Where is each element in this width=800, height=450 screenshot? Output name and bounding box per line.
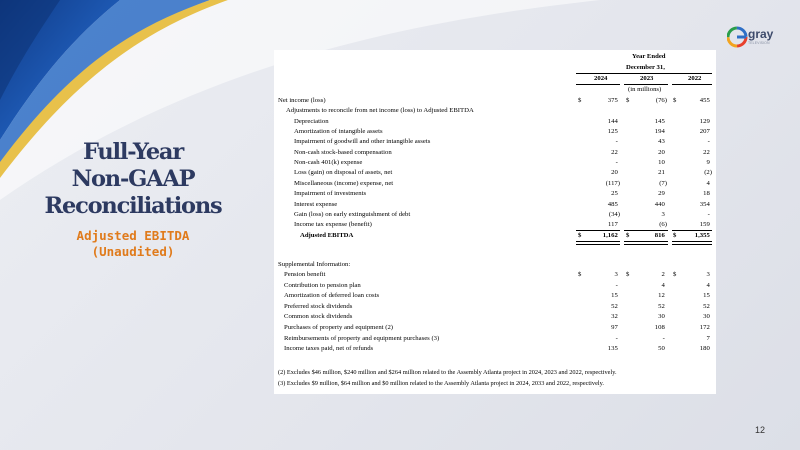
header-year-ended: Year Ended (632, 53, 666, 60)
table-row (274, 270, 716, 280)
row-label: Adjustments to reconcile from net income (loss) to Adjusted EBITDA (286, 107, 474, 115)
page-number: 12 (755, 425, 766, 435)
dollar-sign: $ (673, 231, 677, 239)
row-value: 4 (706, 179, 710, 187)
row-value: - (662, 334, 665, 342)
table-row (274, 148, 716, 158)
row-value: 172 (699, 324, 710, 331)
table-row (274, 302, 716, 312)
row-value: 32 (611, 313, 618, 321)
row-value: (6) (659, 221, 667, 229)
year-2023: 2023 (640, 75, 654, 82)
row-value: 18 (703, 190, 710, 198)
row-value: 117 (608, 221, 618, 229)
row-label: Interest expense (294, 200, 338, 208)
dollar-sign: $ (578, 271, 582, 278)
row-label: Amortization of intangible assets (294, 128, 383, 136)
row-value: 20 (658, 148, 665, 156)
slide-title (22, 139, 244, 220)
row-label: Income tax expense (benefit) (294, 221, 372, 229)
logo-text: gray (748, 27, 774, 41)
total-underline (672, 230, 712, 231)
row-label: Loss (gain) on disposal of assets, net (294, 169, 393, 177)
logo-subtext: TELEVISION (748, 41, 770, 45)
row-label: Pension benefit (284, 271, 326, 278)
slide-subtitle (30, 228, 236, 260)
table-row (274, 334, 716, 344)
table-row (274, 137, 716, 147)
table-row (274, 179, 716, 189)
row-value: 52 (658, 302, 665, 310)
row-label: Non-cash 401(k) expense (294, 159, 363, 167)
row-label: Amortization of deferred loan costs (284, 292, 380, 300)
row-value: 3 (706, 271, 710, 278)
title-line: Non-GAAP (71, 166, 195, 192)
row-value: 15 (611, 292, 618, 300)
unit-label: (in millions) (628, 86, 662, 93)
row-value: 159 (699, 221, 710, 229)
table-row (274, 220, 716, 230)
row-value: 108 (654, 324, 665, 331)
table-row (274, 106, 716, 116)
row-value: 455 (699, 97, 710, 104)
row-value: 4 (706, 281, 710, 289)
row-value: - (615, 334, 618, 342)
row-value: 135 (607, 345, 618, 353)
dollar-sign: $ (673, 97, 677, 104)
row-value: 12 (658, 292, 665, 300)
row-value: 21 (658, 169, 665, 177)
row-value: 25 (611, 190, 618, 198)
row-value: 7 (706, 334, 710, 342)
row-value: 3 (614, 271, 618, 278)
row-value: (34) (608, 210, 620, 218)
row-label: Impairment of investments (294, 190, 367, 198)
row-value: 22 (703, 148, 710, 156)
row-value: 20 (611, 169, 618, 177)
year-2024: 2024 (594, 75, 608, 82)
row-value: 50 (658, 345, 665, 353)
total-underline (624, 230, 668, 231)
row-label: Impairment of goodwill and other intangible assets (294, 138, 431, 146)
row-value: 22 (611, 148, 618, 156)
header-december: December 31, (626, 64, 665, 71)
row-label: Preferred stock dividends (284, 302, 353, 310)
row-value: 97 (611, 324, 618, 331)
table-row (274, 127, 716, 137)
row-value: 9 (706, 159, 710, 167)
row-value: 3 (661, 210, 665, 218)
table-row (274, 344, 716, 354)
row-label: Purchases of property and equipment (2) (284, 324, 394, 331)
row-value: 30 (703, 313, 710, 321)
table-row (274, 117, 716, 127)
subtitle-line: (Unaudited) (91, 244, 175, 259)
table-row (274, 158, 716, 168)
title-line: Full-Year (83, 139, 183, 165)
row-value: 29 (658, 190, 665, 198)
row-value: 52 (611, 302, 618, 310)
row-value: 440 (654, 200, 665, 208)
row-value: 2 (661, 271, 665, 278)
row-value: 485 (607, 200, 618, 208)
row-label: Income taxes paid, net of refunds (284, 345, 374, 353)
footnote: (3) Excludes $9 million, $64 million and $0 million related to the Assembly Atlanta project in 2024, 2033 and 2022, respectively. (278, 380, 604, 387)
table-row (274, 281, 716, 291)
row-value: 375 (607, 97, 618, 104)
row-label: Net income (loss) (278, 97, 326, 104)
row-label: Miscellaneous (income) expense, net (294, 179, 394, 187)
row-value: 145 (654, 117, 665, 125)
row-label: Reimbursements of property and equipment purchases (3) (284, 334, 440, 342)
dollar-sign: $ (626, 271, 630, 278)
financial-table-document (274, 50, 716, 394)
row-value: - (615, 159, 618, 167)
row-label: Common stock dividends (284, 313, 353, 321)
row-value: (7) (659, 179, 667, 187)
table-row (274, 291, 716, 301)
row-value: 194 (654, 128, 665, 136)
row-value: 125 (607, 128, 618, 136)
title-line: Reconciliations (44, 193, 222, 219)
row-value: 30 (658, 313, 665, 321)
row-value: (117) (605, 179, 620, 187)
dollar-sign: $ (578, 97, 582, 104)
row-value: - (707, 138, 710, 146)
total-underline (576, 230, 620, 231)
table-row (274, 200, 716, 210)
dollar-sign: $ (578, 231, 582, 239)
total-double-underline (576, 241, 620, 245)
row-label: Adjusted EBITDA (300, 231, 354, 239)
row-value: - (707, 210, 710, 218)
row-value: (2) (704, 169, 712, 177)
table-row (274, 312, 716, 322)
dollar-sign: $ (673, 271, 677, 278)
table-row (274, 210, 716, 220)
table-row (274, 96, 716, 106)
row-value: - (615, 138, 618, 146)
table-row (274, 168, 716, 178)
year-underline (672, 84, 712, 85)
row-value: 15 (703, 292, 710, 300)
total-double-underline (624, 241, 668, 245)
table-row (274, 323, 716, 333)
row-value: 180 (699, 345, 710, 353)
row-label: Non-cash stock-based compensation (294, 148, 392, 156)
table-row (274, 231, 716, 241)
row-value: 52 (703, 302, 710, 310)
subtitle-line: Adjusted EBITDA (76, 228, 190, 243)
supplemental-title: Supplemental Information: (278, 261, 351, 268)
dollar-sign: $ (626, 97, 630, 104)
dollar-sign: $ (626, 231, 630, 239)
row-value: 207 (699, 128, 710, 136)
year-2022: 2022 (688, 75, 702, 82)
row-value: 816 (654, 231, 665, 239)
row-value: 1,162 (602, 231, 618, 239)
footnote: (2) Excludes $46 million, $240 million and $264 million related to the Assembly Atlanta project in 2024, 2023 and 2022, respectively. (278, 369, 617, 376)
row-value: - (615, 281, 618, 289)
year-underline (576, 84, 620, 85)
row-value: (76) (655, 97, 667, 104)
row-value: 144 (607, 117, 618, 125)
table-row (274, 189, 716, 199)
row-value: 1,355 (694, 231, 710, 239)
row-value: 4 (661, 281, 665, 289)
row-label: Depreciation (294, 117, 329, 125)
row-value: 10 (658, 159, 665, 167)
total-double-underline (672, 241, 712, 245)
row-value: 129 (699, 117, 710, 125)
row-label: Gain (loss) on early extinguishment of debt (294, 210, 411, 218)
row-value: 43 (658, 138, 665, 146)
row-label: Contribution to pension plan (284, 281, 361, 289)
row-value: 354 (699, 200, 710, 208)
